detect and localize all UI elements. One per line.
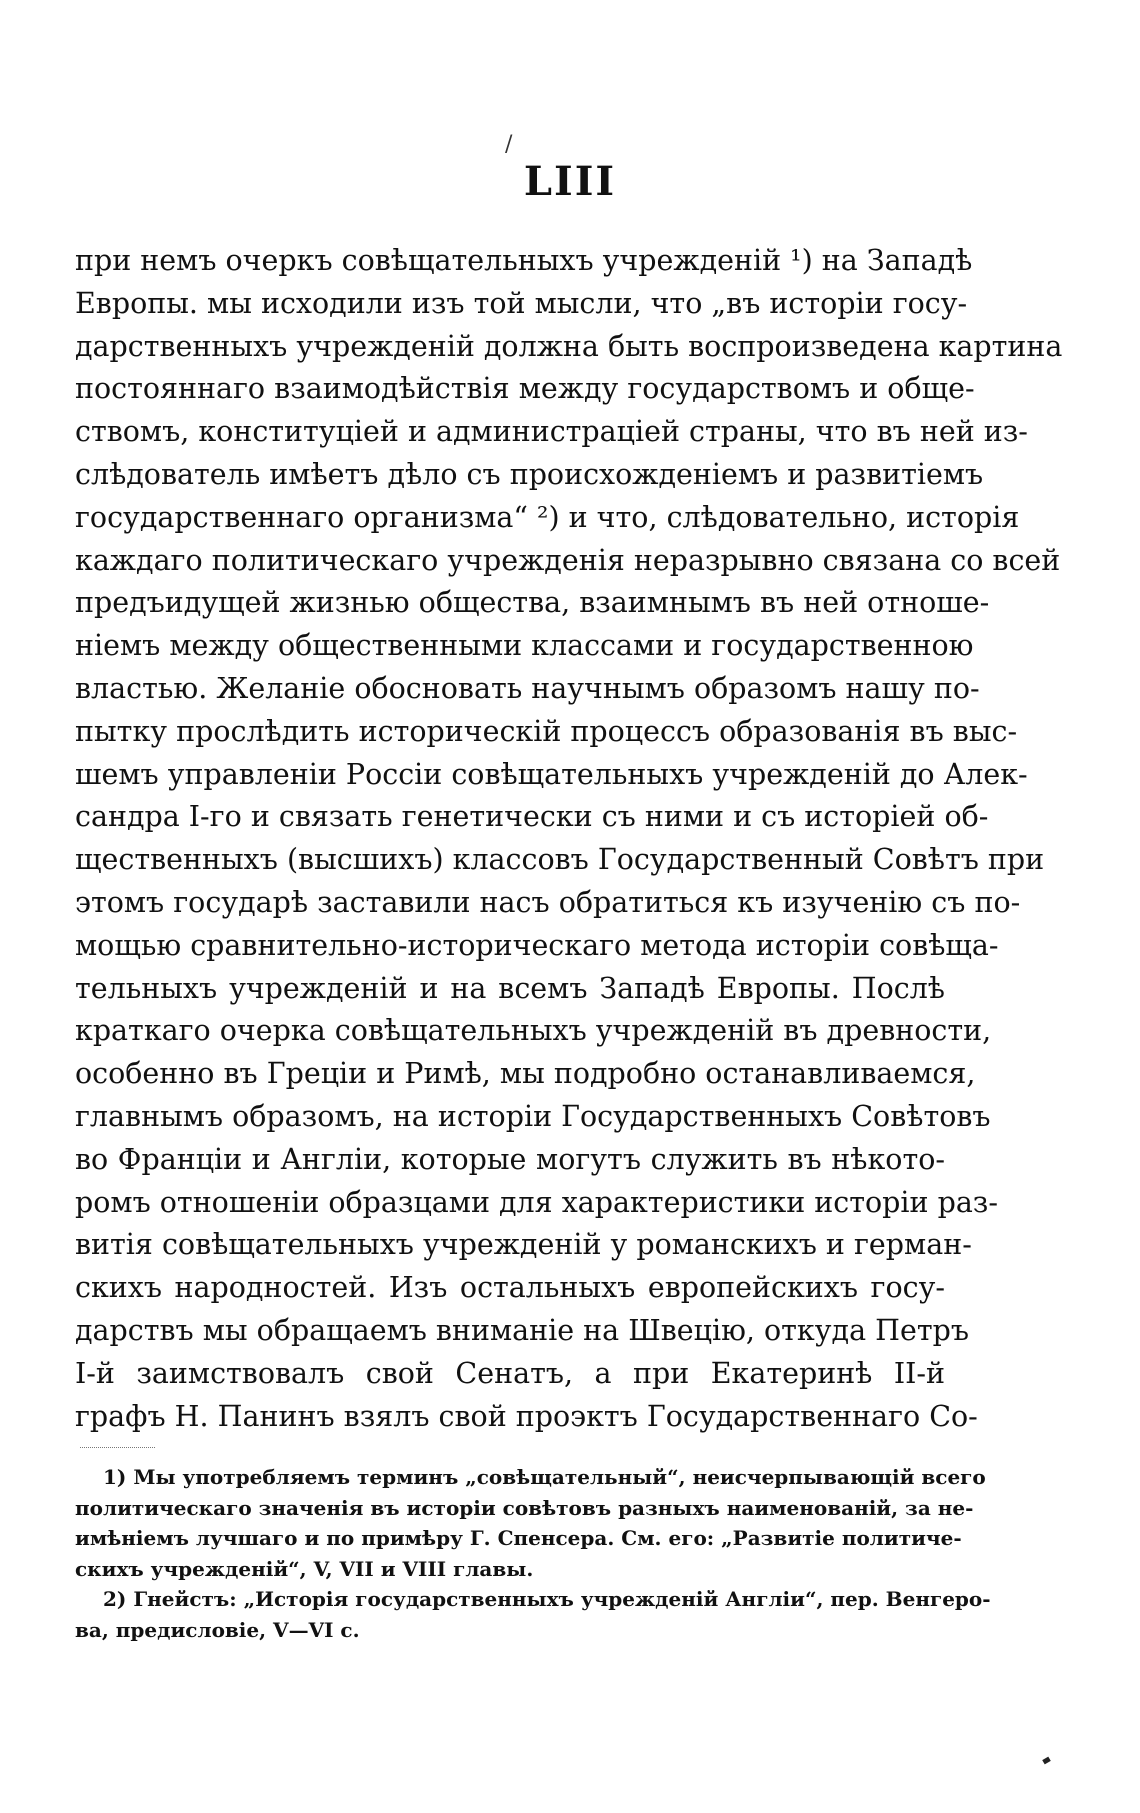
text-line: при немъ очеркъ совѣщательныхъ учрежденій ¹) на Западѣ [75, 244, 973, 277]
footnote-line: ва, предисловіе, V—VI с. [75, 1617, 360, 1642]
text-line: сандра І-го и связать генетически съ ними и съ исторіей об- [75, 800, 989, 834]
text-line: дарственныхъ учрежденій должна быть воспроизведена картина [75, 329, 1063, 363]
text-line: пытку прослѣдить историческій процессъ образованія въ выс- [75, 714, 1018, 748]
text-line: особенно въ Греціи и Римѣ, мы подробно останавливаемся, [75, 1057, 976, 1091]
footnote-line: 2) Гнейстъ: „Исторія государственныхъ учрежденій Англіи“, пер. Венгеро- [103, 1587, 991, 1611]
main-text [75, 240, 1063, 1438]
text-line: краткаго очерка совѣщательныхъ учрежденій въ древности, [75, 1014, 992, 1048]
text-line: предъидущей жизнью общества, взаимнымъ въ ней отноше- [75, 586, 990, 620]
ink-speck [1042, 1757, 1051, 1765]
marginal-tick-mark: / [505, 132, 513, 157]
page-number: LIII [523, 158, 617, 205]
text-line: тельныхъ учрежденій и на всемъ Западѣ Европы. Послѣ [75, 971, 945, 1005]
text-line: каждаго политическаго учрежденія неразрывно связана со всей [75, 543, 1061, 577]
text-line: постояннаго взаимодѣйствія между государствомъ и обще- [75, 372, 975, 406]
text-line: І-й заимствовалъ свой Сенатъ, а при Екатеринѣ ІІ-й [75, 1356, 945, 1390]
footnote-separator [80, 1447, 155, 1448]
footnote-line: имѣніемъ лучшаго и по примѣру Г. Спенсера. См. его: „Развитіе политиче- [75, 1526, 962, 1550]
footnote-line: политическаго значенія въ исторіи совѣтовъ разныхъ наименованій, за не- [75, 1495, 974, 1520]
text-line: этомъ государѣ заставили насъ обратиться къ изученію съ по- [75, 885, 1021, 919]
text-line: ромъ отношеніи образцами для характеристики исторіи раз- [75, 1185, 998, 1219]
text-line: государственнаго организма“ ²) и что, слѣдовательно, исторія [75, 500, 1020, 534]
text-line: главнымъ образомъ, на исторіи Государственныхъ Совѣтовъ [75, 1099, 991, 1133]
text-line: витія совѣщательныхъ учрежденій у романскихъ и герман- [75, 1228, 972, 1262]
text-line: графъ Н. Панинъ взялъ свой проэктъ Государственнаго Со- [75, 1399, 978, 1433]
footnotes [75, 1462, 991, 1645]
text-line: во Франціи и Англіи, которые могутъ служить въ нѣкото- [75, 1142, 945, 1176]
text-line: щественныхъ (высшихъ) классовъ Государственный Совѣтъ при [75, 843, 1045, 877]
text-line: властью. Желаніе обосновать научнымъ образомъ нашу по- [75, 671, 980, 705]
text-line: ніемъ между общественными классами и государственною [75, 629, 974, 663]
text-line: мощью сравнительно-историческаго метода исторіи совѣща- [75, 928, 999, 962]
footnote-line: 1) Мы употребляемъ терминъ „совѣщательный“, неисчерпывающій всего [103, 1465, 986, 1489]
text-line: ствомъ, конституціей и администраціей страны, что въ ней из- [75, 415, 1028, 449]
text-line: дарствъ мы обращаемъ вниманіе на Швецію, откуда Петръ [75, 1313, 969, 1347]
text-line: скихъ народностей. Изъ остальныхъ европейскихъ госу- [75, 1271, 945, 1305]
text-line: слѣдователь имѣетъ дѣло съ происхожденіемъ и развитіемъ [75, 457, 984, 491]
footnote-line: скихъ учрежденій“, V, VII и VIII главы. [75, 1556, 534, 1581]
text-line: Европы. мы исходили изъ той мысли, что „въ исторіи госу- [75, 286, 968, 320]
text-line: шемъ управленіи Россіи совѣщательныхъ учрежденій до Алек- [75, 757, 1028, 791]
